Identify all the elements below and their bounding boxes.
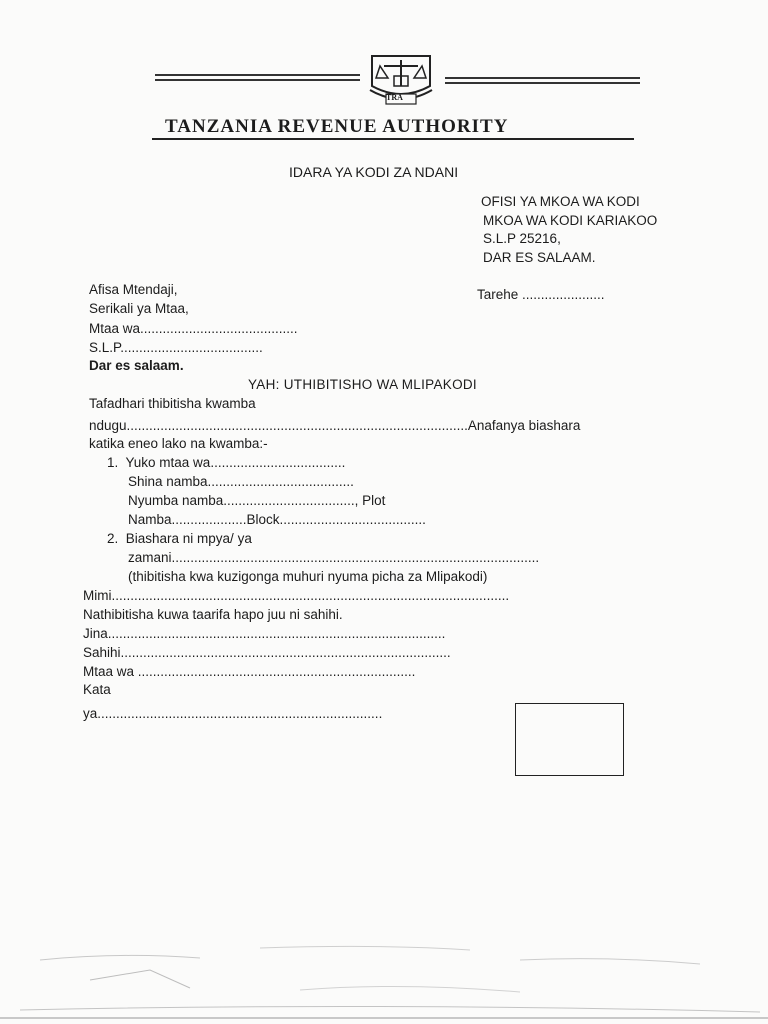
- declaration-jina: Jina..........................................................................................: [83, 626, 446, 641]
- item1-namba: Namba....................Block.......................................: [128, 512, 426, 527]
- authority-title: TANZANIA REVENUE AUTHORITY: [165, 116, 509, 137]
- department-title: IDARA YA KODI ZA NDANI: [289, 164, 459, 180]
- body-katika: katika eneo lako na kwamba:-: [89, 436, 268, 451]
- recipient-line5: Dar es salaam.: [89, 358, 184, 373]
- declaration-mimi: Mimi..........................................................................................................: [83, 588, 510, 603]
- office-address-line2: MKOA WA KODI KARIAKOO: [483, 213, 658, 228]
- date-field: Tarehe ......................: [477, 287, 605, 302]
- item2-biashara: 2. Biashara ni mpya/ ya: [107, 531, 252, 546]
- declaration-kata: Kata: [83, 682, 111, 697]
- declaration-confirm: Nathibitisha kuwa taarifa hapo juu ni sahihi.: [83, 607, 343, 622]
- declaration-sahihi: Sahihi........................................................................................: [83, 645, 451, 660]
- body-ndugu: ndugu...........................................................................................Anafanya biashara: [89, 418, 581, 433]
- office-address-line4: DAR ES SALAAM.: [483, 250, 596, 265]
- header-rule-right: [445, 77, 640, 84]
- stamp-box: [515, 703, 624, 776]
- paper-crease-marks: [0, 860, 768, 1024]
- emblem-label: TRA: [386, 93, 403, 102]
- item1-nyumba: Nyumba namba..................................., Plot: [128, 493, 386, 508]
- declaration-ya: ya............................................................................: [83, 706, 383, 721]
- office-address-line3: S.L.P 25216,: [483, 231, 561, 246]
- item1-street: 1. Yuko mtaa wa....................................: [107, 455, 346, 470]
- item1-shina: Shina namba.......................................: [128, 474, 354, 489]
- recipient-line4: S.L.P......................................: [89, 340, 263, 355]
- item2-zamani: zamani..................................................................................................: [128, 550, 540, 565]
- recipient-line2: Serikali ya Mtaa,: [89, 301, 189, 316]
- declaration-mtaa: Mtaa wa ..........................................................................: [83, 664, 416, 679]
- body-intro: Tafadhari thibitisha kwamba: [89, 396, 256, 411]
- office-address-line1: OFISI YA MKOA WA KODI: [481, 194, 640, 209]
- header-rule-left: [155, 74, 360, 81]
- recipient-line3: Mtaa wa..........................................: [89, 321, 298, 336]
- authority-underline: [152, 138, 634, 140]
- subject-line: YAH: UTHIBITISHO WA MLIPAKODI: [248, 377, 477, 392]
- item2-note: (thibitisha kwa kuzigonga muhuri nyuma picha za Mlipakodi): [128, 569, 488, 584]
- recipient-line1: Afisa Mtendaji,: [89, 282, 178, 297]
